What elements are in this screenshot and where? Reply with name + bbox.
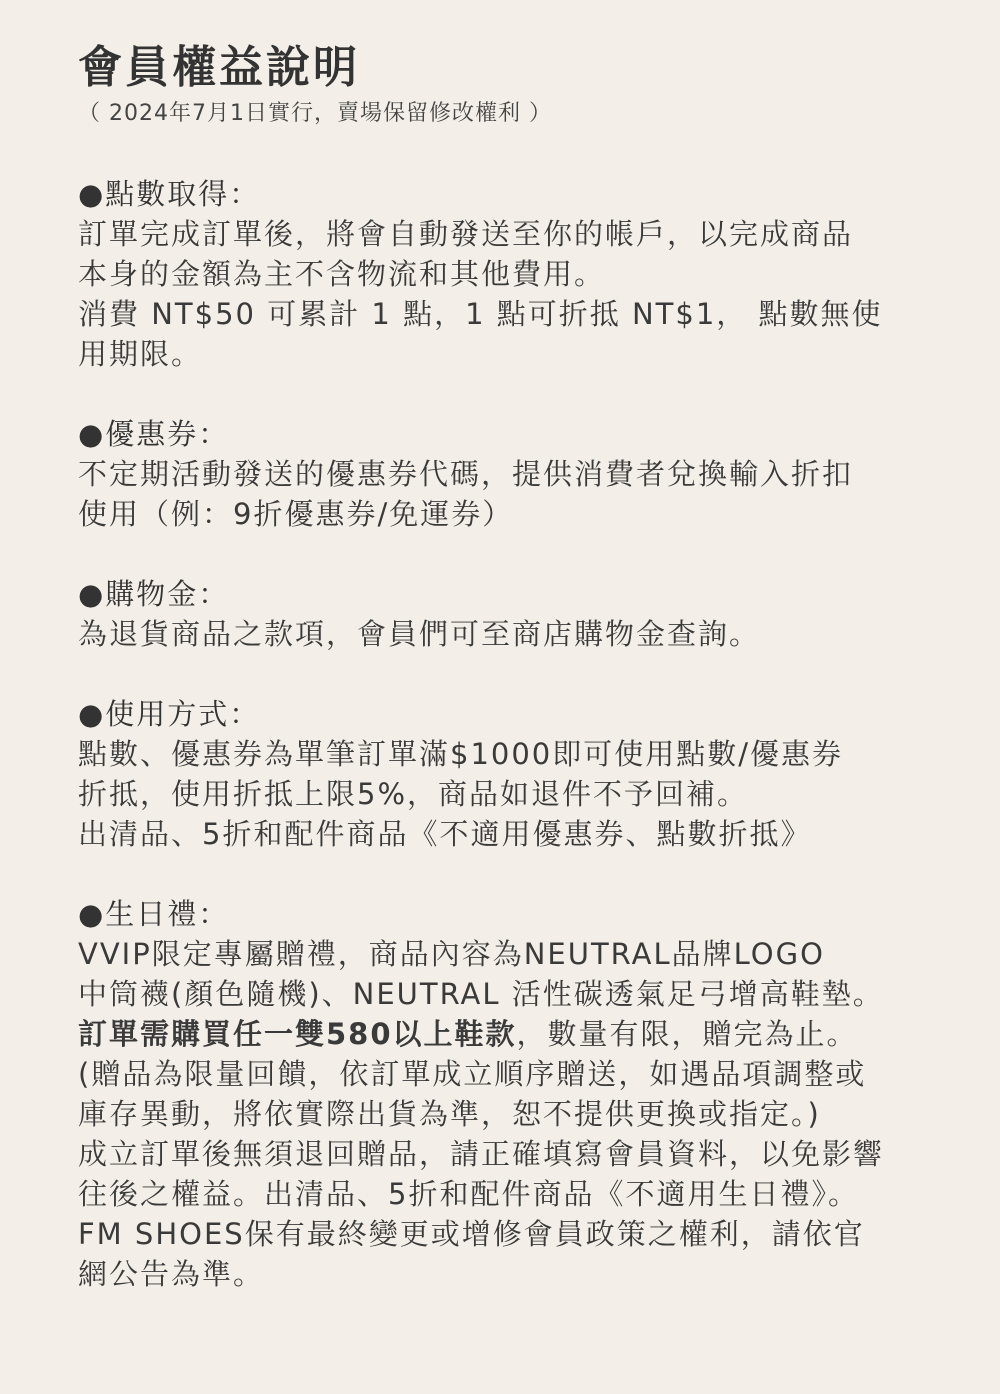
- birthday-line: VVIP限定專屬贈禮，商品內容為NEUTRAL品牌LOGO: [78, 937, 825, 971]
- birthday-line: (贈品為限量回饋，依訂單成立順序贈送，如遇品項調整或: [78, 1057, 867, 1091]
- usage-line: 折抵，使用折抵上限5%，商品如退件不予回補。: [78, 777, 749, 811]
- section-usage: [78, 694, 948, 854]
- points-line: 訂單完成訂單後，將會自動發送至你的帳戶，以完成商品: [78, 217, 854, 251]
- section-heading-points: ●點數取得：: [78, 177, 261, 211]
- usage-line: 出清品、5折和配件商品《不適用優惠券、點數折抵》: [78, 817, 812, 851]
- birthday-line: 庫存異動，將依實際出貨為準，恕不提供更換或指定。): [78, 1097, 821, 1131]
- section-heading-birthday-gift: ●生日禮：: [78, 897, 230, 931]
- credit-line: 為退貨商品之款項，會員們可至商店購物金查詢。: [78, 617, 761, 651]
- birthday-requirement-emphasis: 訂單需購買任一雙580以上鞋款: [78, 1017, 517, 1051]
- section-heading-coupon: ●優惠券：: [78, 417, 230, 451]
- birthday-requirement-rest: ，數量有限，贈完為止。: [516, 1017, 858, 1051]
- section-coupon: [78, 414, 948, 534]
- page-title: 會員權益說明: [78, 42, 360, 93]
- member-benefits-document: [78, 40, 948, 1294]
- section-heading-shopping-credit: ●購物金：: [78, 577, 230, 611]
- points-line: 本身的金額為主不含物流和其他費用。: [78, 257, 606, 291]
- section-shopping-credit: [78, 574, 948, 654]
- birthday-line: 往後之權益。出清品、5折和配件商品《不適用生日禮》。: [78, 1177, 859, 1211]
- points-line: 用期限。: [78, 337, 203, 371]
- birthday-line: FM SHOES保有最終變更或增修會員政策之權利，請依官: [78, 1217, 865, 1251]
- points-line: 消費 NT$50 可累計 1 點，1 點可折抵 NT$1， 點數無使: [78, 297, 883, 331]
- birthday-line: [78, 1014, 948, 1054]
- coupon-line: 不定期活動發送的優惠券代碼，提供消費者兌換輸入折扣: [78, 457, 854, 491]
- birthday-line: 網公告為準。: [78, 1257, 265, 1291]
- usage-line: 點數、優惠券為單筆訂單滿$1000即可使用點數/優惠券: [78, 737, 844, 771]
- birthday-line: 成立訂單後無須退回贈品，請正確填寫會員資料，以免影響: [78, 1137, 885, 1171]
- birthday-line: 中筒襪(顏色隨機)、NEUTRAL 活性碳透氣足弓增高鞋墊。: [78, 977, 884, 1011]
- page-subtitle: （ 2024年7月1日實行，賣場保留修改權利 ）: [78, 101, 552, 126]
- section-birthday-gift: [78, 894, 948, 1294]
- coupon-line: 使用（例：9折優惠券/免運券）: [78, 497, 514, 531]
- section-points: [78, 174, 948, 374]
- section-heading-usage: ●使用方式：: [78, 697, 261, 731]
